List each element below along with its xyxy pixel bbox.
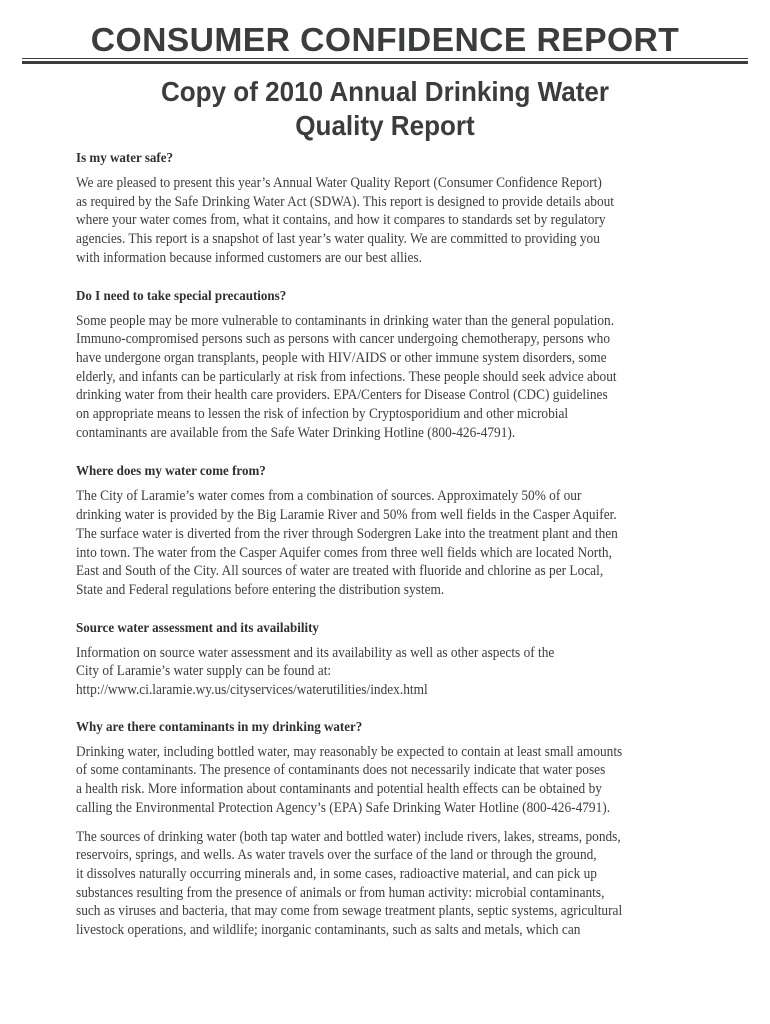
section-contaminants (76, 719, 716, 940)
paragraph-line: of some contaminants. The presence of contaminants does not necessarily indicate that water poses (76, 762, 606, 779)
subtitle-line-2: Quality Report (295, 110, 475, 141)
section-water-source (76, 463, 716, 599)
paragraph-line: elderly, and infants can be particularly at risk from infections. These people should seek advice about (76, 368, 617, 385)
subtitle-line-1: Copy of 2010 Annual Drinking Water (160, 76, 610, 107)
paragraph-line: City of Laramie’s water supply can be found at: (76, 663, 332, 680)
paragraph-line: a health risk. More information about contaminants and potential health effects can be obtained by (76, 781, 602, 798)
paragraph-line: as required by the Safe Drinking Water Act (SDWA). This report is designed to provide details about (76, 193, 615, 210)
section-is-my-water-safe (76, 150, 716, 268)
section-heading: Is my water safe? (76, 151, 174, 166)
paragraph-line: agencies. This report is a snapshot of last year’s water quality. We are committed to providing you (76, 231, 600, 248)
paragraph-line: where your water comes from, what it contains, and how it compares to standards set by regulatory (76, 212, 606, 229)
paragraph-line: calling the Environmental Protection Agency’s (EPA) Safe Drinking Water Hotline (800-426-4791). (76, 799, 611, 816)
paragraph-line: drinking water is provided by the Big Laramie River and 50% from well fields in the Casper Aquifer. (76, 507, 617, 524)
paragraph-line: We are pleased to present this year’s Annual Water Quality Report (Consumer Confidence Report) (76, 175, 602, 191)
paragraph-line: substances resulting from the presence of animals or from human activity: microbial contaminants, (76, 884, 605, 901)
title-rule-thin (22, 58, 748, 59)
paragraph-line: The surface water is diverted from the river through Sodergren Lake into the treatment plant and then (76, 525, 618, 542)
paragraph-line: contaminants are available from the Safe Water Drinking Hotline (800-426-4791). (76, 424, 516, 441)
paragraph-line: East and South of the City. All sources of water are treated with fluoride and chlorine as per Local, (76, 563, 604, 580)
report-subtitle (0, 75, 770, 143)
paragraph-line: have undergone organ transplants, people with HIV/AIDS or other immune system disorders, some (76, 349, 607, 366)
paragraph-line: livestock operations, and wildlife; inorganic contaminants, such as salts and metals, which can (76, 922, 581, 939)
section-paragraph (76, 174, 716, 268)
section-paragraph-2 (76, 828, 716, 940)
report-body (76, 150, 716, 940)
paragraph-line: The City of Laramie’s water comes from a combination of sources. Approximately 50% of our (76, 488, 582, 505)
report-title: CONSUMER CONFIDENCE REPORT (90, 21, 680, 58)
paragraph-line: into town. The water from the Casper Aquifer comes from three well fields which are located North, (76, 544, 612, 561)
paragraph-line: it dissolves naturally occurring minerals and, in some cases, radioactive material, and can pick up (76, 865, 597, 882)
section-special-precautions (76, 288, 716, 443)
paragraph-line: on appropriate means to lessen the risk of infection by Cryptosporidium and other microbial (76, 406, 569, 423)
paragraph-line: Some people may be more vulnerable to contaminants in drinking water than the general population. (76, 312, 615, 329)
paragraph-line: State and Federal regulations before entering the distribution system. (76, 581, 445, 598)
paragraph-line: Drinking water, including bottled water, may reasonably be expected to contain at least small amounts (76, 743, 623, 760)
paragraph-line: drinking water from their health care providers. EPA/Centers for Disease Control (CDC) guidelines (76, 387, 608, 404)
section-heading: Why are there contaminants in my drinking water? (76, 719, 363, 735)
source-assessment-link[interactable]: http://www.ci.laramie.wy.us/cityservices/waterutilities/index.html (76, 682, 428, 699)
title-rule-thick (22, 61, 748, 64)
section-paragraph (76, 312, 716, 443)
paragraph-line: Immuno-compromised persons such as persons with cancer undergoing chemotherapy, persons who (76, 331, 611, 348)
section-heading: Where does my water come from? (76, 464, 266, 480)
section-heading: Source water assessment and its availability (76, 620, 319, 636)
paragraph-line: The sources of drinking water (both tap water and bottled water) include rivers, lakes, streams, ponds, (76, 828, 621, 845)
paragraph-line: reservoirs, springs, and wells. As water travels over the surface of the land or through the ground, (76, 847, 597, 864)
paragraph-line: Information on source water assessment and its availability as well as other aspects of the (76, 644, 555, 661)
section-source-assessment (76, 620, 716, 700)
paragraph-line: with information because informed customers are our best allies. (76, 249, 422, 266)
paragraph-line: such as viruses and bacteria, that may come from sewage treatment plants, septic systems, agricultural (76, 903, 623, 920)
section-paragraph (76, 743, 716, 818)
section-paragraph (76, 487, 716, 599)
section-paragraph (76, 644, 716, 700)
section-heading: Do I need to take special precautions? (76, 288, 287, 304)
